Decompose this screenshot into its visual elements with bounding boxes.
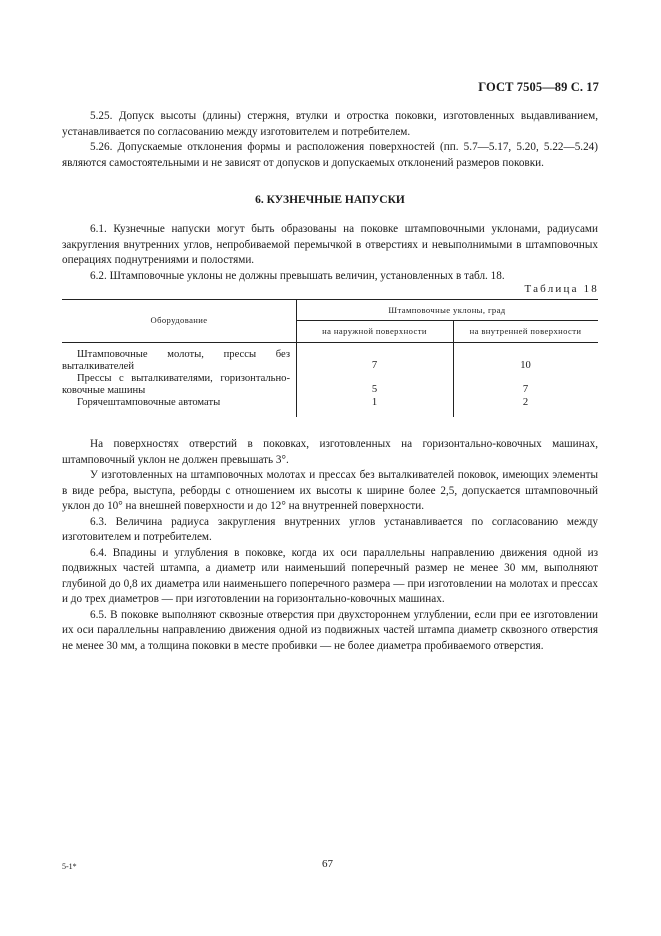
table-cell-inner: 7 xyxy=(522,384,529,395)
table-cell-inner: 10 xyxy=(520,360,531,371)
table-18 xyxy=(62,299,598,417)
table-cell-outer: 7 xyxy=(371,360,378,371)
paragraph-holes-slope: На поверхностях отверстий в поковках, изготовленных на горизонтально-ковочных машинах, штамповочный уклон не должен превышать 3°. xyxy=(62,438,598,466)
page-number: 67 xyxy=(322,858,333,870)
table-subheader-rule xyxy=(296,320,598,321)
page-header: ГОСТ 7505—89 С. 17 xyxy=(478,80,599,94)
paragraph-6-1: 6.1. Кузнечные напуски могут быть образованы на поковке штамповочными уклонами, радиусами закругления внутренних углов, непробиваемой перемычкой в отверстиях и невыполнимыми в штамповочных операциях поднутрениями и полостями. xyxy=(62,223,598,266)
th-equipment: Оборудование xyxy=(150,315,208,325)
th-slopes-group: Штамповочные уклоны, град xyxy=(388,305,506,315)
table-caption: Таблица 18 xyxy=(524,283,599,295)
paragraph-6-4: 6.4. Впадины и углубления в поковке, когда их оси параллельны направлению движения одной из подвижных частей штампа, а диаметр или наименьший поперечный размер не менее 30 мм, выполняют глубиной до 0,8 их диаметра или наименьшего поперечного размера — при изготовлении на молотах и прессах и до трех диаметров — при изготовлении на горизонтально-ковочных машинах. xyxy=(62,546,598,605)
paragraph-5-25: 5.25. Допуск высоты (длины) стержня, втулки и отростка поковки, изготовленных выдавливанием, устанавливается по согласованию между изготовителем и потребителем. xyxy=(62,110,598,138)
paragraphs-bottom xyxy=(62,437,598,654)
th-inner-surface: на внутренней поверхности xyxy=(469,326,582,336)
table-cell-outer: 1 xyxy=(371,397,378,408)
paragraph-6-5: 6.5. В поковке выполняют сквозные отверстия при двухстороннем углублении, если при ее изготовлении их оси параллельны направлению движения одной из подвижных частей штампа диаметр сквозного отверстия не менее 30 мм, а толщина поковки в месте пробивки — не более диаметра пробиваемого отверстия. xyxy=(62,608,598,652)
footer-mark: 5-1* xyxy=(62,862,77,871)
section-title: 6. КУЗНЕЧНЫЕ НАПУСКИ xyxy=(255,194,405,206)
table-row-equipment: Прессы с выталкивателями, горизонтально-ковочные машины xyxy=(62,373,290,396)
paragraphs-mid xyxy=(62,222,598,284)
paragraph-ribs-slope: У изготовленных на штамповочных молотах и прессах без выталкивателей поковок, имеющих элементы в виде ребра, выступа, реборды с отношением их высоты к ширине более 2,5, допускается штамповочный уклон до 10° на внешней поверхности и до 12° на внутренней поверхности. xyxy=(62,469,598,512)
paragraphs-top xyxy=(62,109,598,171)
table-cell-inner: 2 xyxy=(522,397,529,408)
table-row-equipment: Штамповочные молоты, прессы без выталкивателей xyxy=(62,349,290,372)
paragraph-6-3: 6.3. Величина радиуса закругления внутренних углов устанавливается по согласованию между изготовителем и потребителем. xyxy=(62,515,598,543)
paragraph-5-26: 5.26. Допускаемые отклонения формы и расположения поверхностей (пп. 5.7—5.17, 5.20, 5.22—5.24) являются самостоятельными и не зависят от допусков и допускаемых отклонений размеров поковки. xyxy=(62,141,598,169)
table-cell-outer: 5 xyxy=(371,384,378,395)
table-row-equipment: Горячештамповочные автоматы xyxy=(77,397,221,408)
table-top-rule xyxy=(62,299,598,300)
paragraph-6-2: 6.2. Штамповочные уклоны не должны превышать величин, установленных в табл. 18. xyxy=(90,269,505,282)
table-header-rule xyxy=(62,342,598,343)
th-outer-surface: на наружной поверхности xyxy=(322,326,427,336)
